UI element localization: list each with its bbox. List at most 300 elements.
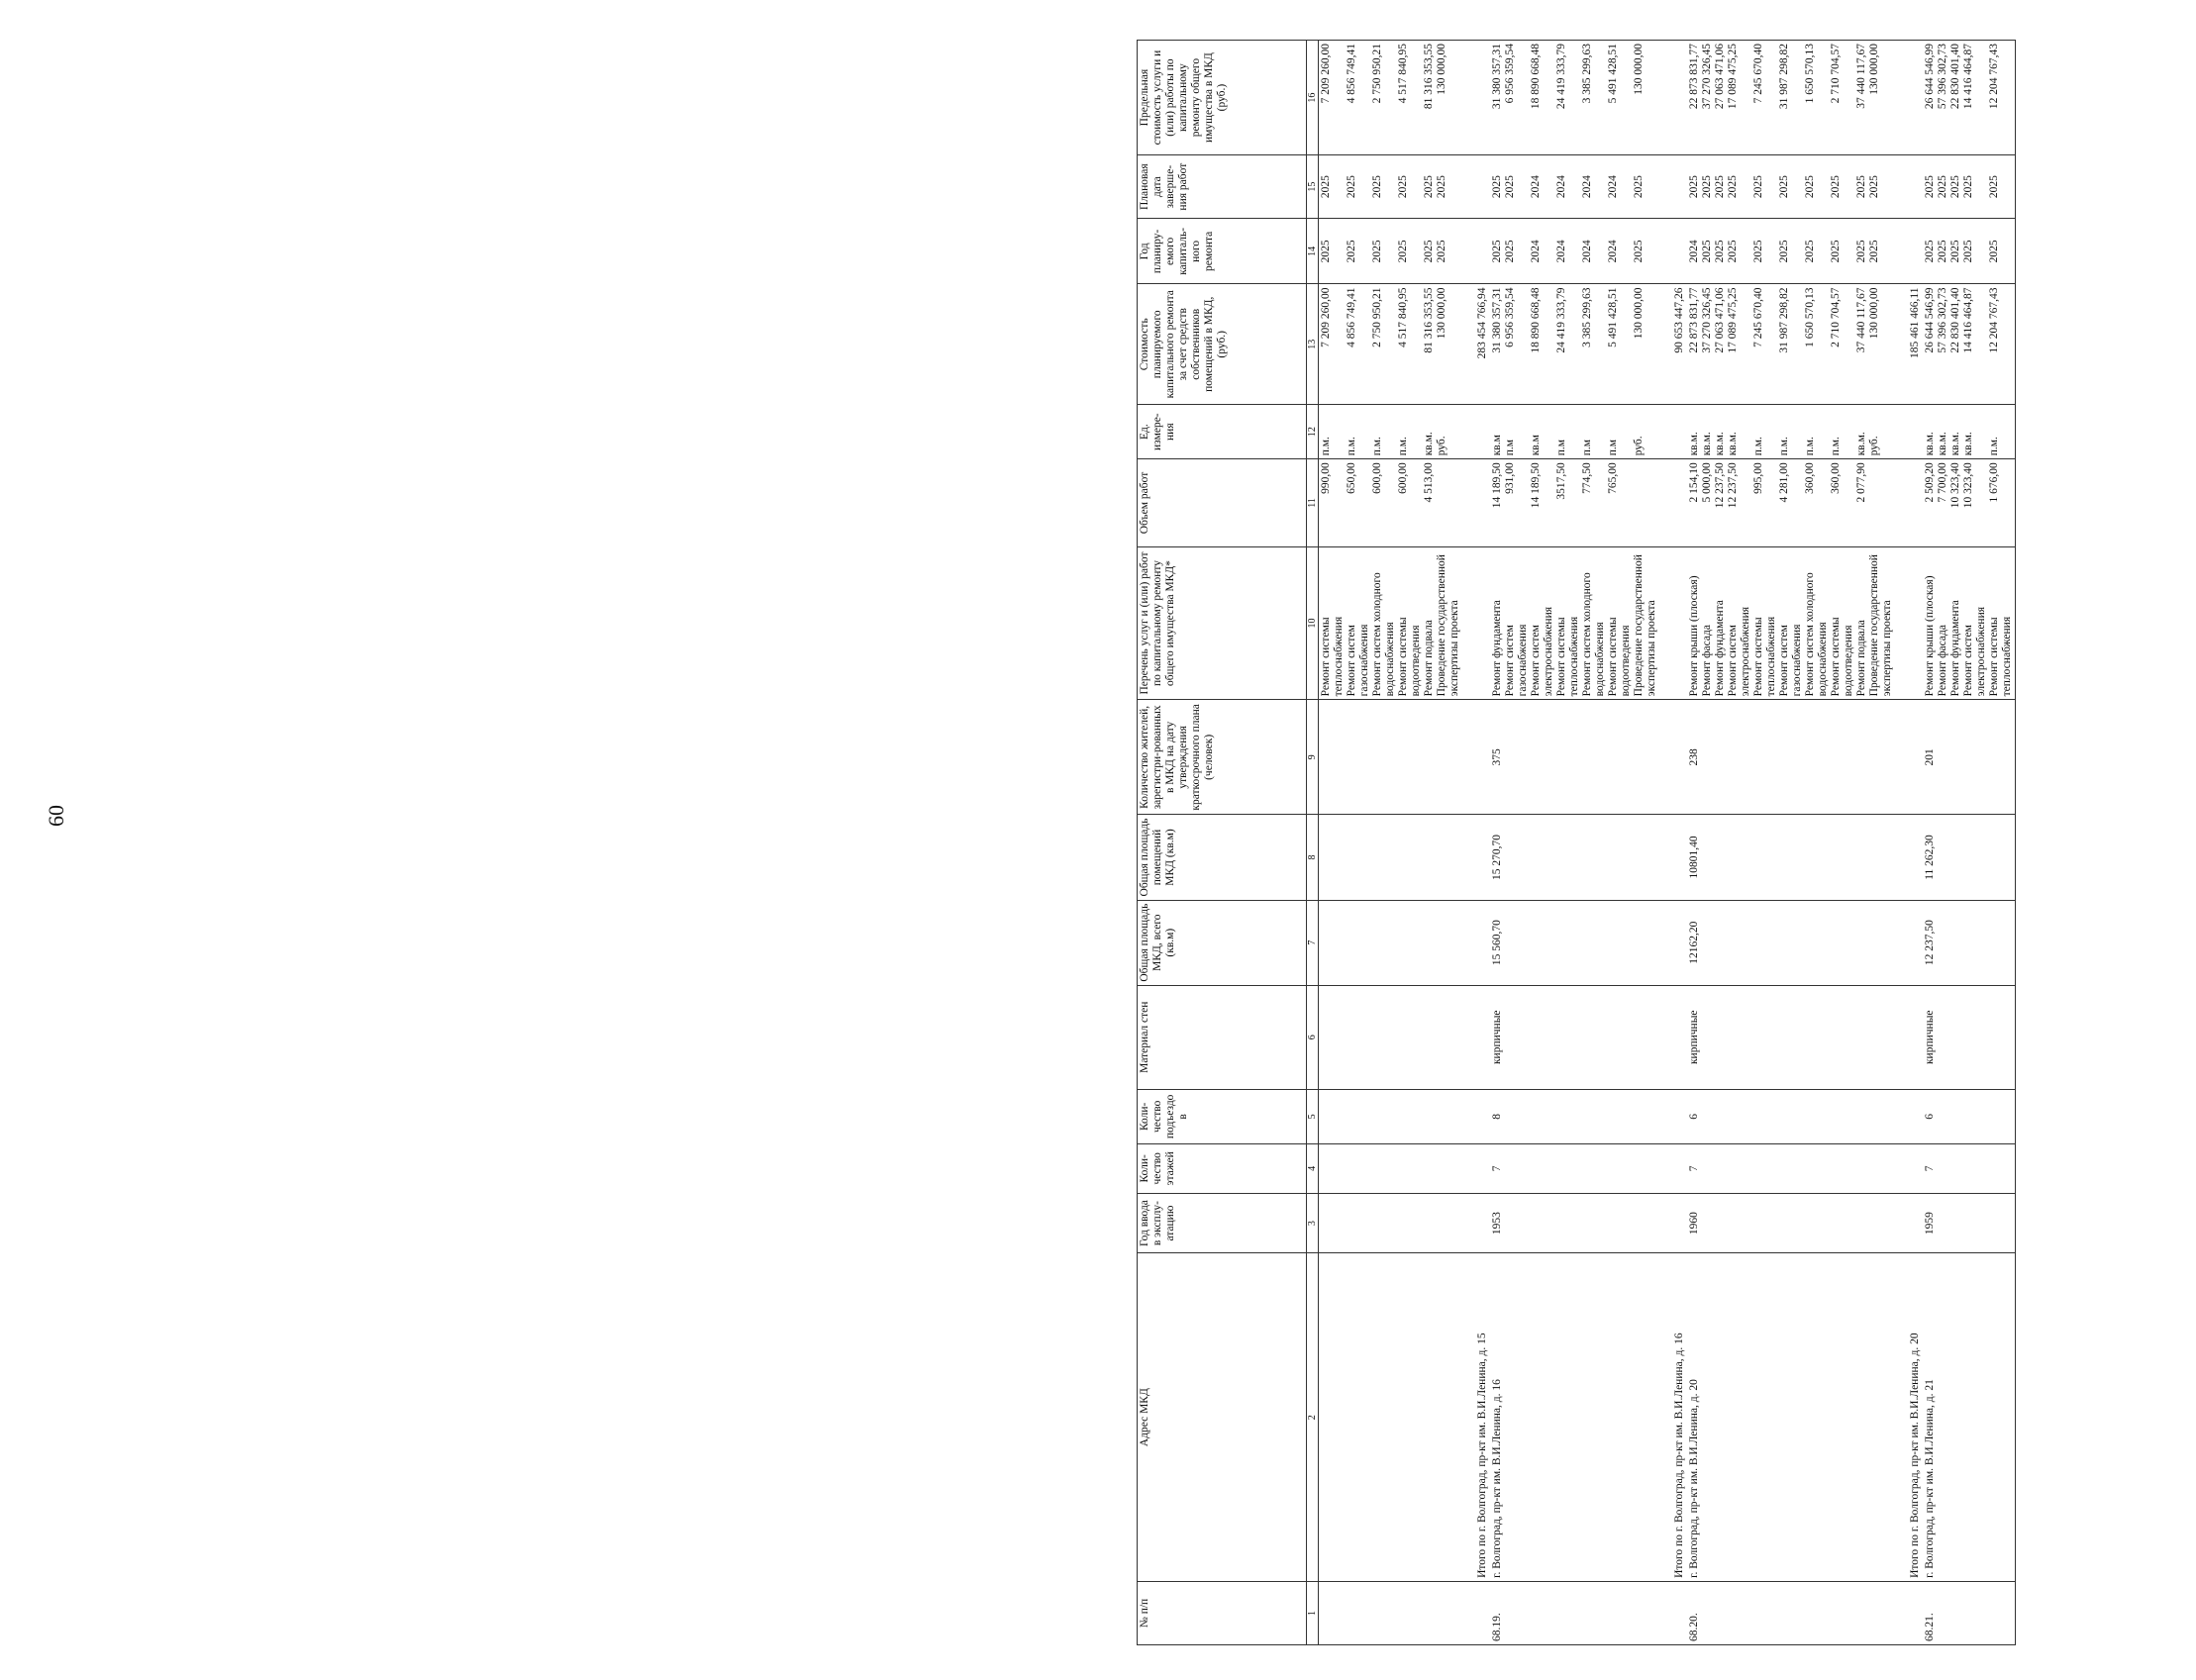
work-name: Ремонт крыши (плоская) <box>1924 575 1936 697</box>
work-year: 2025 <box>1346 240 1357 263</box>
work-limit: 27 063 471,06 <box>1714 44 1726 110</box>
house-row <box>1490 41 1672 1645</box>
house-walls: кирпичные <box>1687 985 1908 1089</box>
work-end: 2025 <box>1346 175 1357 199</box>
work-name-cell <box>1319 546 1476 700</box>
house-number: 68.21. <box>1923 1581 2016 1644</box>
work-volume: 2 077,90 <box>1855 462 1867 503</box>
work-year-cell <box>1923 219 2016 284</box>
work-name-cell <box>1923 546 2016 700</box>
empty-cell <box>1908 155 1923 219</box>
page-number: 60 <box>44 805 68 827</box>
column-number-10: 10 <box>1307 546 1319 700</box>
work-end: 2025 <box>1778 175 1790 199</box>
house-entrances: 8 <box>1490 1089 1672 1143</box>
work-cost: 130 000,00 <box>1633 287 1645 340</box>
house-residents <box>1319 700 1476 815</box>
work-unit-cell <box>1319 405 1476 459</box>
work-unit: кв.м. <box>1962 432 1974 456</box>
house-walls: кирпичные <box>1923 985 2016 1089</box>
house-residents: 201 <box>1923 700 2016 815</box>
work-limit-cell <box>1923 41 2016 155</box>
work-year: 2025 <box>1436 240 1447 263</box>
column-number-16: 16 <box>1307 41 1319 155</box>
column-header-11: Объем работ <box>1138 459 1307 546</box>
work-volume: 10 323,40 <box>1949 462 1961 509</box>
work-cost: 7 209 260,00 <box>1320 287 1332 347</box>
total-number-cell <box>1672 1581 1687 1644</box>
work-volume: 5 000,00 <box>1701 462 1713 503</box>
empty-cell <box>1908 459 1923 546</box>
work-limit: 31 380 357,31 <box>1491 44 1503 110</box>
house-entrances: 6 <box>1687 1089 1908 1143</box>
house-number <box>1319 1581 1476 1644</box>
column-header-13: Стоимость планируемого капитального ремонта за счет средств собственников помещений в МКД, (руб.) <box>1138 284 1307 405</box>
work-cost: 4 856 749,41 <box>1346 287 1357 347</box>
total-number-cell <box>1908 1581 1923 1644</box>
work-unit-cell <box>1490 405 1672 459</box>
work-name: Ремонт систем газоснабжения <box>1346 624 1370 697</box>
empty-cell <box>1475 1143 1490 1193</box>
work-name-cell <box>1490 546 1672 700</box>
work-volume: 12 237,50 <box>1714 462 1726 509</box>
work-year: 2025 <box>1804 240 1816 263</box>
column-header-8: Общая площадь помещений МКД (кв.м) <box>1138 815 1307 900</box>
work-volume-cell <box>1923 459 2016 546</box>
total-row <box>1908 41 1923 1645</box>
work-end-cell <box>1687 155 1908 219</box>
work-unit: п.м. <box>1830 437 1842 456</box>
total-cost: 90 653 447,26 <box>1672 284 1687 405</box>
empty-cell <box>1475 405 1490 459</box>
work-unit: п.м. <box>1988 437 2000 456</box>
header-row <box>1138 41 1307 1645</box>
empty-cell <box>1672 1193 1687 1253</box>
house-row <box>1687 41 1908 1645</box>
work-limit: 26 644 546,99 <box>1924 44 1936 110</box>
work-name: Ремонт систем электроснабжения <box>1530 606 1554 697</box>
work-name: Ремонт системы водоотведения <box>1830 617 1854 697</box>
work-volume: 995,00 <box>1752 462 1764 494</box>
work-volume: 931,00 <box>1504 462 1516 494</box>
work-name: Ремонт фундамента <box>1491 600 1503 697</box>
total-label: Итого по г. Волгоград, пр-кт им. В.И.Ленина, д. 20 <box>1908 1253 1923 1581</box>
work-limit: 7 209 260,00 <box>1320 44 1332 104</box>
work-year: 2025 <box>1868 240 1880 263</box>
house-entrances: 6 <box>1923 1089 2016 1143</box>
work-unit: руб. <box>1633 436 1645 456</box>
empty-cell <box>1908 985 1923 1089</box>
column-header-6: Материал стен <box>1138 985 1307 1089</box>
work-limit: 5 491 428,51 <box>1607 44 1619 104</box>
work-volume: 12 237,50 <box>1727 462 1739 509</box>
work-end-cell <box>1923 155 2016 219</box>
work-year: 2025 <box>1397 240 1409 263</box>
total-label: Итого по г. Волгоград, пр-кт им. В.И.Ленина, д. 15 <box>1475 1253 1490 1581</box>
work-end: 2024 <box>1530 175 1542 199</box>
work-limit: 18 890 668,48 <box>1530 44 1542 110</box>
work-name: Ремонт систем газоснабжения <box>1504 624 1529 697</box>
empty-cell <box>1475 41 1490 155</box>
work-year-cell <box>1490 219 1672 284</box>
work-volume-cell <box>1687 459 1908 546</box>
empty-cell <box>1908 1193 1923 1253</box>
column-number-row <box>1307 41 1319 1645</box>
house-floors <box>1319 1143 1476 1193</box>
total-row <box>1475 41 1490 1645</box>
house-number: 68.19. <box>1490 1581 1672 1644</box>
house-address: г. Волгоград, пр-кт им. В.И.Ленина, д. 20 <box>1687 1253 1908 1581</box>
work-cost: 37 440 117,67 <box>1855 287 1867 353</box>
column-header-10: Перечень услуг и (или) работ по капитальному ремонту общего имущества МКД* <box>1138 546 1307 700</box>
empty-cell <box>1672 405 1687 459</box>
work-unit: п.м. <box>1397 437 1409 456</box>
work-cost: 14 416 464,87 <box>1962 287 1974 353</box>
work-year: 2025 <box>1371 240 1383 263</box>
work-cost-cell <box>1923 284 2016 405</box>
work-year: 2025 <box>1423 240 1435 263</box>
empty-cell <box>1475 1089 1490 1143</box>
work-volume: 3517,50 <box>1555 462 1567 500</box>
work-end: 2025 <box>1701 175 1713 199</box>
work-volume: 600,00 <box>1397 462 1409 494</box>
work-volume: 7 700,00 <box>1937 462 1948 503</box>
column-number-8: 8 <box>1307 815 1319 900</box>
work-cost: 3 385 299,63 <box>1581 287 1593 347</box>
work-volume <box>1868 462 1907 543</box>
work-end: 2024 <box>1607 175 1619 199</box>
work-limit-cell <box>1490 41 1672 155</box>
work-name: Ремонт крыши (плоская) <box>1688 575 1700 697</box>
work-unit: кв.м. <box>1949 432 1961 456</box>
work-end: 2025 <box>1937 175 1948 199</box>
column-number-1: 1 <box>1307 1581 1319 1644</box>
work-end: 2025 <box>1436 175 1447 199</box>
work-volume: 4 513,00 <box>1423 462 1435 503</box>
work-limit: 6 956 359,54 <box>1504 44 1516 104</box>
work-volume <box>1633 462 1671 543</box>
total-cost: 185 461 466,11 <box>1908 284 1923 405</box>
work-cost: 17 089 475,25 <box>1727 287 1739 353</box>
work-limit-cell <box>1687 41 1908 155</box>
work-cost: 24 419 333,79 <box>1555 287 1567 353</box>
work-limit: 57 396 302,73 <box>1937 44 1948 110</box>
work-end: 2025 <box>1371 175 1383 199</box>
work-unit: п.м. <box>1752 437 1764 456</box>
work-cost: 31 380 357,31 <box>1491 287 1503 353</box>
column-header-4: Коли-чество этажей <box>1138 1143 1307 1193</box>
work-name: Ремонт систем электроснабжения <box>1962 606 1987 697</box>
column-header-16: Предельная стоимость услуги и (или) работы по капитальному ремонту общего имущества в МКД (руб.) <box>1138 41 1307 155</box>
work-year: 2025 <box>1962 240 1974 263</box>
column-number-13: 13 <box>1307 284 1319 405</box>
work-name: Ремонт систем газоснабжения <box>1778 624 1803 697</box>
work-cost: 7 245 670,40 <box>1752 287 1764 347</box>
work-year: 2024 <box>1688 240 1700 263</box>
work-limit: 24 419 333,79 <box>1555 44 1567 110</box>
work-name: Проведение государственной экспертизы проекта <box>1633 554 1657 697</box>
work-cost: 57 396 302,73 <box>1937 287 1948 353</box>
work-cost: 4 517 840,95 <box>1397 287 1409 347</box>
house-year: 1960 <box>1687 1193 1908 1253</box>
column-number-15: 15 <box>1307 155 1319 219</box>
work-cost: 37 270 326,45 <box>1701 287 1713 353</box>
house-residents: 238 <box>1687 700 1908 815</box>
work-name: Ремонт фундамента <box>1714 600 1726 697</box>
work-volume: 14 189,50 <box>1530 462 1542 509</box>
column-number-4: 4 <box>1307 1143 1319 1193</box>
work-cost: 27 063 471,06 <box>1714 287 1726 353</box>
work-volume: 1 676,00 <box>1988 462 2000 503</box>
work-cost: 1 650 570,13 <box>1804 287 1816 347</box>
work-end: 2025 <box>1924 175 1936 199</box>
work-end: 2025 <box>1804 175 1816 199</box>
house-floors: 7 <box>1490 1143 1672 1193</box>
work-unit: п.м. <box>1371 437 1383 456</box>
work-name: Ремонт фасада <box>1937 625 1948 697</box>
work-end: 2025 <box>1688 175 1700 199</box>
work-end: 2025 <box>1397 175 1409 199</box>
work-name: Ремонт систем холодного водоснабжения <box>1804 572 1829 697</box>
work-limit: 17 089 475,25 <box>1727 44 1739 110</box>
column-number-3: 3 <box>1307 1193 1319 1253</box>
house-floors: 7 <box>1923 1143 2016 1193</box>
work-limit: 37 440 117,67 <box>1855 44 1867 109</box>
work-unit: руб. <box>1436 436 1447 456</box>
house-area-total: 15 560,70 <box>1490 900 1672 985</box>
work-cost: 6 956 359,54 <box>1504 287 1516 347</box>
column-header-14: Год планиру-емого капиталь-ного ремонта <box>1138 219 1307 284</box>
work-year: 2025 <box>1727 240 1739 263</box>
work-year: 2024 <box>1555 240 1567 263</box>
work-cost: 81 316 353,55 <box>1423 287 1435 353</box>
work-name: Ремонт системы теплоснабжения <box>1988 616 2013 697</box>
column-number-9: 9 <box>1307 700 1319 815</box>
work-volume: 360,00 <box>1830 462 1842 494</box>
empty-cell <box>1672 1089 1687 1143</box>
work-year: 2025 <box>1491 240 1503 263</box>
work-end: 2024 <box>1581 175 1593 199</box>
work-volume: 600,00 <box>1371 462 1383 494</box>
work-year: 2025 <box>1778 240 1790 263</box>
work-end: 2025 <box>1988 175 2000 199</box>
work-name: Проведение государственной экспертизы проекта <box>1436 554 1460 697</box>
empty-cell <box>1908 815 1923 900</box>
empty-cell <box>1908 1143 1923 1193</box>
work-volume: 2 509,20 <box>1924 462 1936 503</box>
work-volume: 360,00 <box>1804 462 1816 494</box>
work-volume-cell <box>1490 459 1672 546</box>
work-year: 2025 <box>1714 240 1726 263</box>
work-cost: 22 830 401,40 <box>1949 287 1961 353</box>
house-area-total: 12 237,50 <box>1923 900 2016 985</box>
column-header-1: № п/п <box>1138 1581 1307 1644</box>
work-cost: 2 750 950,21 <box>1371 287 1383 347</box>
total-row <box>1672 41 1687 1645</box>
work-year: 2025 <box>1937 240 1948 263</box>
work-cost: 18 890 668,48 <box>1530 287 1542 353</box>
work-unit: п.м <box>1504 439 1516 456</box>
work-year: 2025 <box>1949 240 1961 263</box>
column-number-7: 7 <box>1307 900 1319 985</box>
rotated-table-container <box>1137 40 2196 1645</box>
work-end-cell <box>1319 155 1476 219</box>
work-unit: кв.м <box>1491 435 1503 456</box>
work-limit: 4 517 840,95 <box>1397 44 1409 104</box>
empty-cell <box>1672 219 1687 284</box>
work-limit: 22 873 831,77 <box>1688 44 1700 110</box>
column-number-14: 14 <box>1307 219 1319 284</box>
empty-cell <box>1672 1143 1687 1193</box>
work-end: 2025 <box>1491 175 1503 199</box>
house-address: г. Волгоград, пр-кт им. В.И.Ленина, д. 16 <box>1490 1253 1672 1581</box>
column-header-5: Коли-чество подъездо в <box>1138 1089 1307 1143</box>
work-limit: 37 270 326,45 <box>1701 44 1713 110</box>
empty-cell <box>1475 815 1490 900</box>
work-limit: 1 650 570,13 <box>1804 44 1816 104</box>
empty-cell <box>1908 546 1923 700</box>
work-unit: кв.м. <box>1701 432 1713 456</box>
work-unit: п.м. <box>1804 437 1816 456</box>
work-volume <box>1436 462 1474 543</box>
empty-cell <box>1475 219 1490 284</box>
work-limit: 7 245 670,40 <box>1752 44 1764 104</box>
empty-cell <box>1672 41 1687 155</box>
work-volume: 774,50 <box>1581 462 1593 494</box>
work-name-cell <box>1687 546 1908 700</box>
work-limit: 12 204 767,43 <box>1988 44 2000 110</box>
work-year: 2024 <box>1607 240 1619 263</box>
empty-cell <box>1672 546 1687 700</box>
work-cost: 2 710 704,57 <box>1830 287 1842 347</box>
work-volume: 650,00 <box>1346 462 1357 494</box>
column-header-12: Ед. измере-ния <box>1138 405 1307 459</box>
work-unit: п.м. <box>1320 437 1332 456</box>
empty-cell <box>1475 546 1490 700</box>
work-year-cell <box>1687 219 1908 284</box>
work-cost-cell <box>1319 284 1476 405</box>
empty-cell <box>1672 459 1687 546</box>
empty-cell <box>1908 900 1923 985</box>
work-cost: 26 644 546,99 <box>1924 287 1936 353</box>
house-year: 1953 <box>1490 1193 1672 1253</box>
empty-cell <box>1475 900 1490 985</box>
work-year: 2025 <box>1988 240 2000 263</box>
work-unit: п.м <box>1555 439 1567 456</box>
work-name: Ремонт фундамента <box>1949 600 1961 697</box>
house-area-premises: 15 270,70 <box>1490 815 1672 900</box>
work-limit-cell <box>1319 41 1476 155</box>
work-cost: 12 204 767,43 <box>1988 287 2000 353</box>
work-end: 2025 <box>1504 175 1516 199</box>
work-cost: 130 000,00 <box>1868 287 1880 340</box>
work-year: 2025 <box>1504 240 1516 263</box>
work-volume: 2 154,10 <box>1688 462 1700 503</box>
work-limit: 2 710 704,57 <box>1830 44 1842 104</box>
work-year: 2025 <box>1752 240 1764 263</box>
empty-cell <box>1908 405 1923 459</box>
work-end-cell <box>1490 155 1672 219</box>
work-end: 2025 <box>1633 175 1645 199</box>
work-volume-cell <box>1319 459 1476 546</box>
work-volume: 4 281,00 <box>1778 462 1790 503</box>
work-end: 2025 <box>1855 175 1867 199</box>
work-limit: 130 000,00 <box>1868 44 1880 95</box>
work-volume: 14 189,50 <box>1491 462 1503 509</box>
work-unit-cell <box>1687 405 1908 459</box>
work-name: Ремонт системы теплоснабжения <box>1320 616 1345 697</box>
work-name: Проведение государственной экспертизы проекта <box>1868 554 1893 697</box>
column-header-9: Количество жителей, зарегистри-рованных в МКД на дату утверждения краткосрочного плана (человек) <box>1138 700 1307 815</box>
work-unit: п.м <box>1607 439 1619 456</box>
work-limit: 2 750 950,21 <box>1371 44 1383 104</box>
work-year: 2025 <box>1701 240 1713 263</box>
house-year: 1959 <box>1923 1193 2016 1253</box>
empty-cell <box>1672 155 1687 219</box>
work-name: Ремонт системы водоотведения <box>1607 617 1632 697</box>
work-name: Ремонт подвала <box>1855 620 1867 697</box>
work-unit: кв.м <box>1530 435 1542 456</box>
work-year: 2025 <box>1855 240 1867 263</box>
empty-cell <box>1908 700 1923 815</box>
work-unit: руб. <box>1868 436 1880 456</box>
work-cost: 5 491 428,51 <box>1607 287 1619 347</box>
column-header-15: Плановая дата заверше-ния работ <box>1138 155 1307 219</box>
empty-cell <box>1672 700 1687 815</box>
table-header <box>1138 41 1319 1645</box>
work-end: 2025 <box>1752 175 1764 199</box>
house-residents: 375 <box>1490 700 1672 815</box>
column-header-2: Адрес МКД <box>1138 1253 1307 1581</box>
empty-cell <box>1672 900 1687 985</box>
work-name: Ремонт систем холодного водоснабжения <box>1581 572 1606 697</box>
work-limit: 3 385 299,63 <box>1581 44 1593 104</box>
work-end: 2025 <box>1727 175 1739 199</box>
house-address: г. Волгоград, пр-кт им. В.И.Ленина, д. 21 <box>1923 1253 2016 1581</box>
work-unit: п.м. <box>1778 437 1790 456</box>
column-number-2: 2 <box>1307 1253 1319 1581</box>
work-end: 2024 <box>1555 175 1567 199</box>
total-cost: 283 454 766,94 <box>1475 284 1490 405</box>
column-number-11: 11 <box>1307 459 1319 546</box>
work-unit: кв.м. <box>1714 432 1726 456</box>
column-number-12: 12 <box>1307 405 1319 459</box>
work-volume: 10 323,40 <box>1962 462 1974 509</box>
work-year: 2024 <box>1530 240 1542 263</box>
work-unit: кв.м. <box>1688 432 1700 456</box>
work-name: Ремонт системы водоотведения <box>1397 617 1422 697</box>
work-unit: п.м. <box>1346 437 1357 456</box>
house-year <box>1319 1193 1476 1253</box>
work-name: Ремонт систем электроснабжения <box>1727 606 1751 697</box>
work-name: Ремонт фасада <box>1701 625 1713 697</box>
total-label: Итого по г. Волгоград, пр-кт им. В.И.Ленина, д. 16 <box>1672 1253 1687 1581</box>
work-name: Ремонт систем холодного водоснабжения <box>1371 572 1396 697</box>
work-unit: кв.м. <box>1855 432 1867 456</box>
empty-cell <box>1475 459 1490 546</box>
work-cost-cell <box>1687 284 1908 405</box>
house-walls: кирпичные <box>1490 985 1672 1089</box>
house-area-total: 12162,20 <box>1687 900 1908 985</box>
work-end: 2025 <box>1830 175 1842 199</box>
house-row <box>1319 41 1476 1645</box>
work-end: 2025 <box>1320 175 1332 199</box>
work-end: 2025 <box>1949 175 1961 199</box>
work-limit: 130 000,00 <box>1436 44 1447 95</box>
house-area-premises <box>1319 815 1476 900</box>
house-walls <box>1319 985 1476 1089</box>
work-unit: кв.м. <box>1924 432 1936 456</box>
